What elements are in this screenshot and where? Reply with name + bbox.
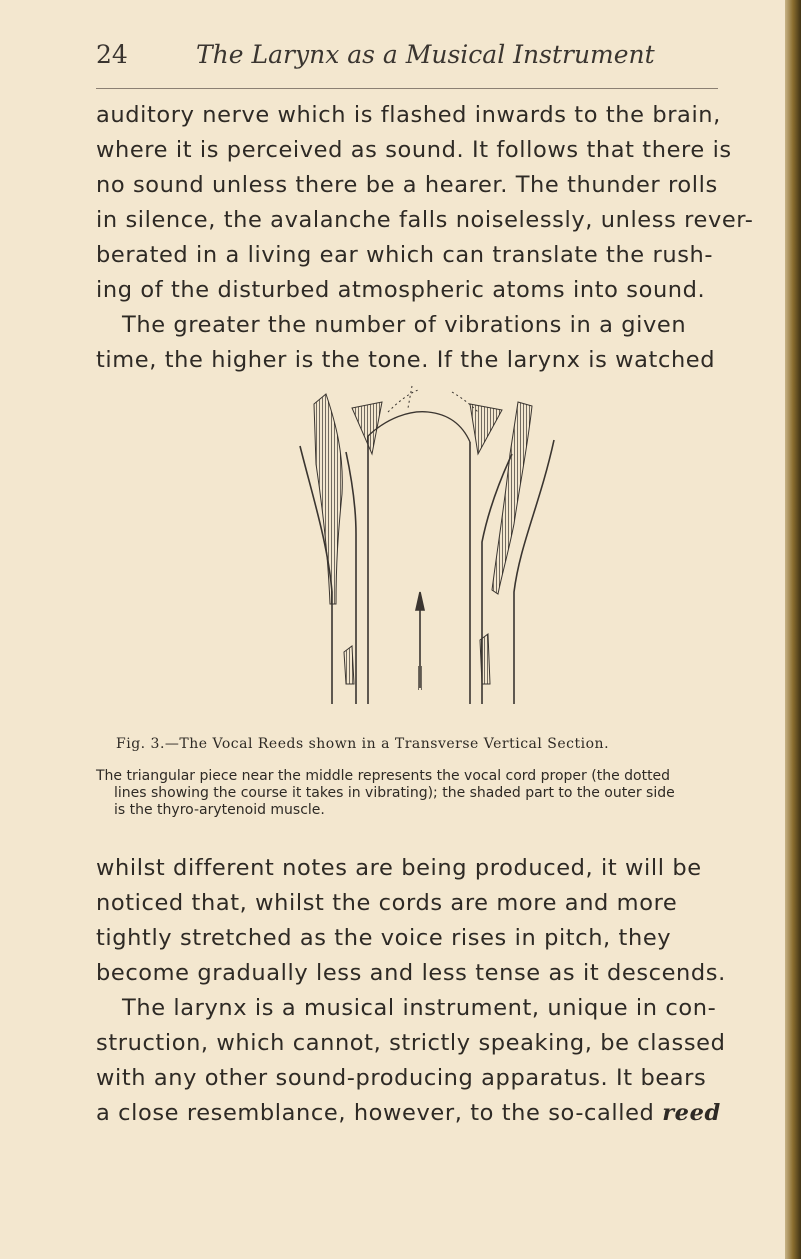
text-line: The greater the number of vibrations in a given [122, 312, 687, 338]
paragraph-top [96, 98, 754, 378]
text-line: The larynx is a musical instrument, unique in con- [122, 995, 717, 1021]
figure-caption-body [96, 768, 736, 819]
page-number: 24 [96, 40, 128, 69]
text-line: ing of the disturbed atmospheric atoms into sound. [96, 277, 706, 303]
muscle-right-lower [480, 634, 490, 684]
text-line: time, the higher is the tone. If the larynx is watched [96, 347, 716, 373]
caption-line: lines showing the course it takes in vibrating); the shaded part to the outer side [114, 785, 675, 801]
text-line: noticed that, whilst the cords are more and more [96, 890, 678, 916]
text-line: berated in a living ear which can translate the rush- [96, 242, 714, 268]
text-line: no sound unless there be a hearer. The thunder rolls [96, 172, 718, 198]
text-line: where it is perceived as sound. It follows that there is [96, 137, 732, 163]
muscle-right [492, 402, 532, 594]
muscle-left [314, 394, 342, 604]
text-line: auditory nerve which is flashed inwards to the brain, [96, 102, 721, 128]
vocal-cord-right [470, 404, 502, 454]
text-line: tightly stretched as the voice rises in pitch, they [96, 925, 672, 951]
text-line: with any other sound-producing apparatus. It bears [96, 1065, 707, 1091]
page-header [96, 40, 716, 80]
header-rule [96, 88, 718, 89]
text-line: struction, which cannot, strictly speaking, be classed [96, 1030, 726, 1056]
text-line: become gradually less and less tense as it descends. [96, 960, 726, 986]
page-edge [785, 0, 801, 1259]
text-line [96, 1096, 736, 1131]
paragraph-bottom [96, 851, 736, 1131]
text-line: whilst different notes are being produced, it will be [96, 855, 702, 881]
airflow-arrow [416, 592, 424, 690]
running-title: The Larynx as a Musical Instrument [196, 40, 655, 69]
vocal-reeds-figure [292, 384, 562, 720]
text-line-main: a close resemblance, however, to the so-called [96, 1100, 655, 1126]
caption-line: The triangular piece near the middle represents the vocal cord proper (the dotted [96, 768, 671, 784]
text-line: in silence, the avalanche falls noiselessly, unless rever- [96, 207, 754, 233]
emphasized-word: reed [662, 1100, 721, 1126]
muscle-left-lower [344, 646, 354, 684]
figure-caption-title: Fig. 3.—The Vocal Reeds shown in a Transverse Vertical Section. [116, 736, 610, 752]
caption-line: is the thyro-arytenoid muscle. [114, 802, 325, 818]
vocal-cord-left [352, 402, 382, 454]
